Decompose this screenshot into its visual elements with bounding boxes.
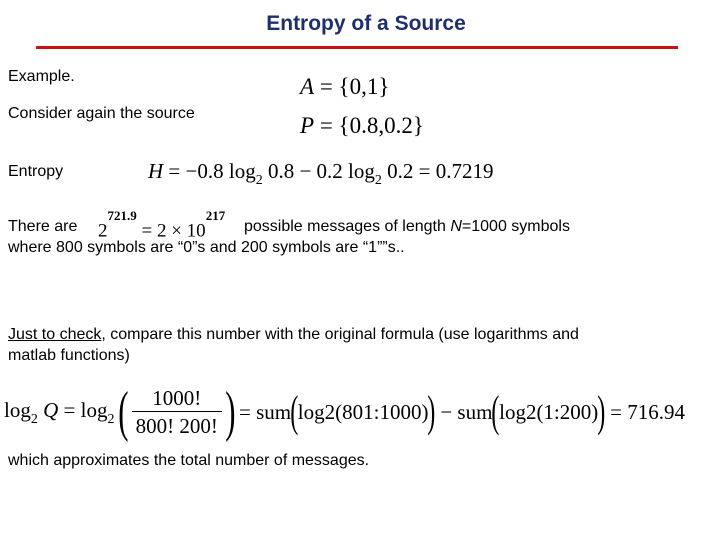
approximates-text: which approximates the total number of messages. xyxy=(8,452,370,469)
probability-equation xyxy=(300,113,424,139)
check-rest-1: , compare this number with the original formula (use logarithms and xyxy=(101,326,579,343)
sum-2-open: ( xyxy=(491,387,500,437)
alphabet-var: A xyxy=(300,74,315,99)
close-paren: ) xyxy=(225,381,236,444)
check-line-1 xyxy=(8,324,579,345)
alphabet-rhs: = {0,1} xyxy=(319,74,390,99)
count-eq: = 2 × 10 xyxy=(136,220,206,242)
binomial-denominator: 800! 200! xyxy=(135,414,218,439)
entropy-sub-1: 2 xyxy=(255,173,263,188)
consider-text: Consider again the source xyxy=(8,105,195,122)
count-exp-1: 721.9 xyxy=(107,208,137,223)
there-are-text: There are xyxy=(8,218,78,235)
entropy-part-2: 0.8 − 0.2 log xyxy=(262,159,375,183)
probability-var: P xyxy=(300,113,315,138)
entropy-var: H xyxy=(148,159,164,183)
where-text: where 800 symbols are “0”s and 200 symbols are “1””s.. xyxy=(8,239,405,256)
alphabet-equation xyxy=(300,74,389,100)
log-text: log xyxy=(4,398,31,423)
sum-1-open: ( xyxy=(290,387,299,437)
probability-rhs: = {0.8,0.2} xyxy=(319,113,424,138)
possible-text-b: =1000 symbols xyxy=(461,218,570,235)
sum-1-inner: log2(801:1000) xyxy=(297,400,429,425)
open-paren: ( xyxy=(117,381,129,444)
just-to-check-text: Just to check xyxy=(8,326,102,343)
sum-1-close: ) xyxy=(427,387,436,437)
log-q-eq xyxy=(64,380,115,444)
log-q-lhs xyxy=(4,380,58,444)
entropy-part-1: = −0.8 log xyxy=(168,159,256,183)
entropy-equation xyxy=(148,158,493,188)
page-title: Entropy of a Source xyxy=(266,12,466,35)
entropy-part-3: 0.2 = 0.7219 xyxy=(381,159,494,183)
possible-text-a: possible messages of length xyxy=(244,218,451,235)
length-var: N xyxy=(450,218,462,235)
binomial-fraction xyxy=(132,386,222,438)
count-exp-2: 217 xyxy=(205,208,226,223)
log-sub: 2 xyxy=(30,412,38,428)
title-underline xyxy=(36,46,678,49)
log-count-equation xyxy=(4,380,685,446)
sum-2-close: ) xyxy=(597,387,606,437)
entropy-sub-2: 2 xyxy=(374,173,382,188)
log-result: = 716.94 xyxy=(610,400,686,425)
q-var: Q xyxy=(43,398,59,423)
possible-messages-text xyxy=(244,216,570,237)
example-label: Example. xyxy=(8,68,75,85)
count-base: 2 xyxy=(98,220,108,242)
binomial-numerator: 1000! xyxy=(132,386,222,412)
sum-2-inner: log2(1:200) xyxy=(499,400,599,425)
log-eq-text: = log xyxy=(63,398,108,423)
sum-2: − sum xyxy=(440,400,493,425)
check-line-2: matlab functions) xyxy=(8,347,130,364)
entropy-label: Entropy xyxy=(8,163,64,180)
log-eq-sub: 2 xyxy=(107,412,115,428)
sum-1: = sum xyxy=(239,400,292,425)
